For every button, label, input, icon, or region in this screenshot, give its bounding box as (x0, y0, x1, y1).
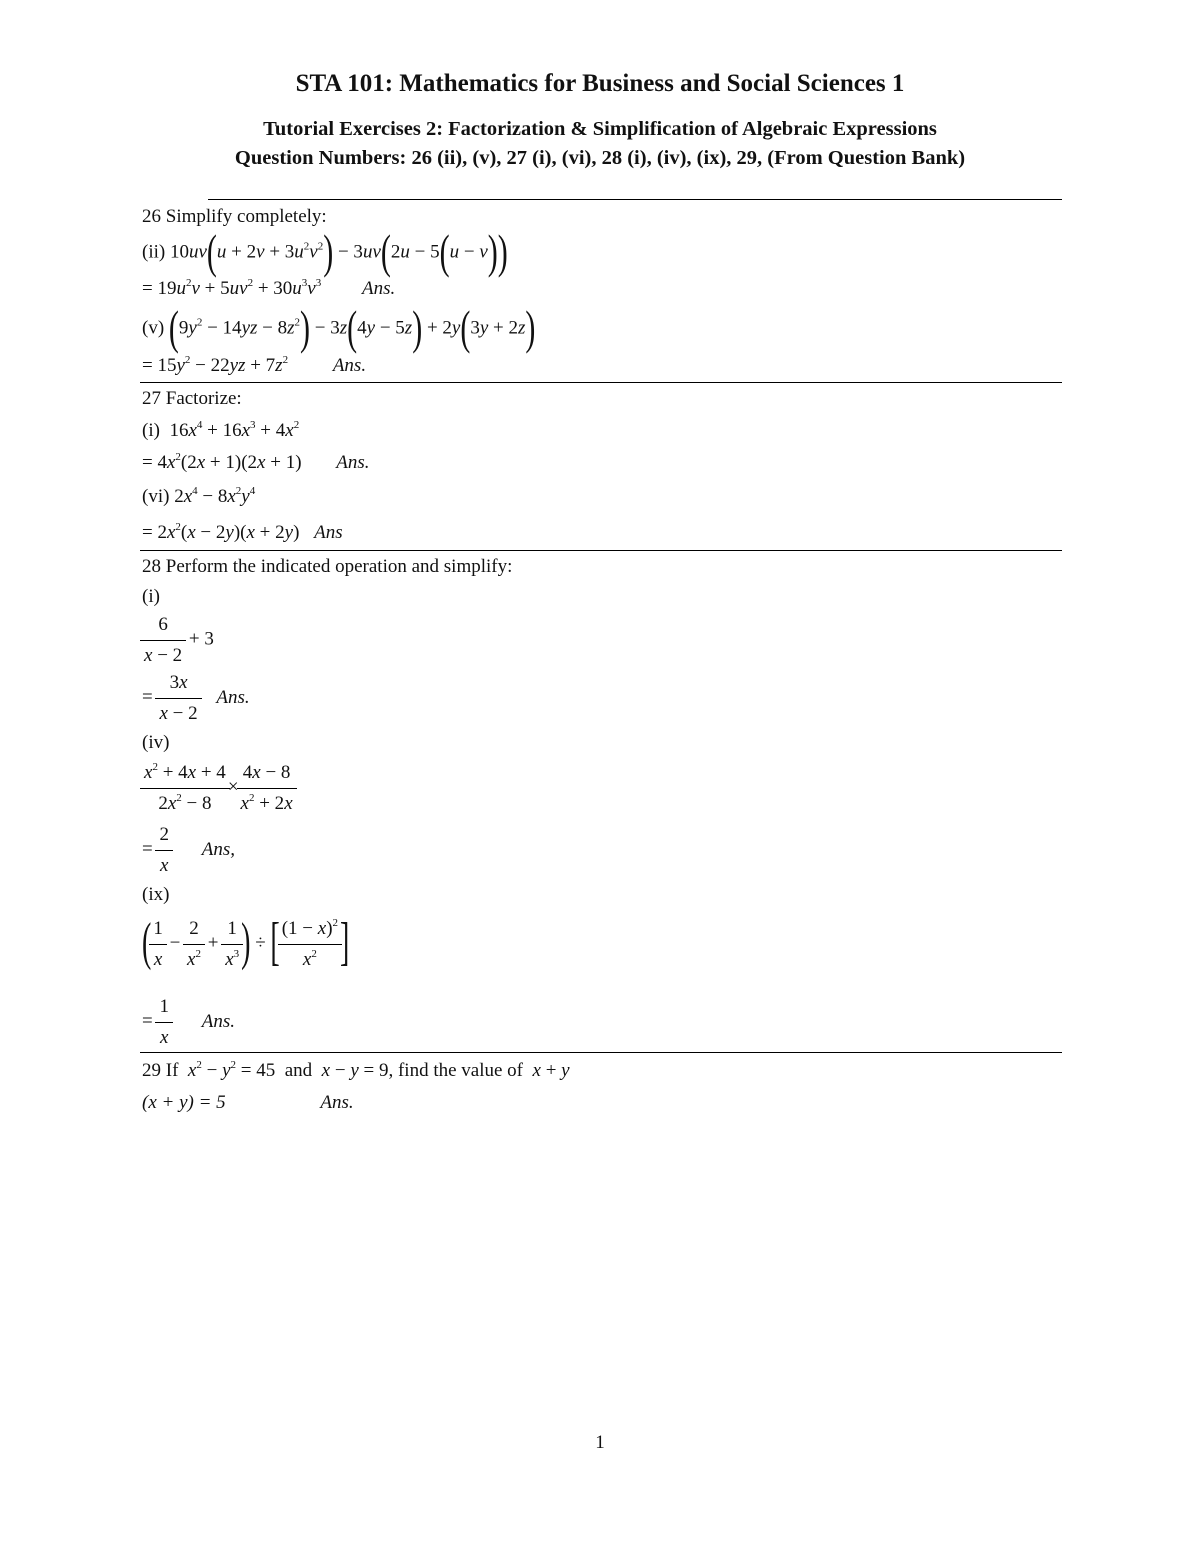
q26-ii-expression: (ii) $10uv(u + 2v + 3u^2v^2) - 3uv(2u - 5(u - v))$ (142, 225, 508, 279)
q26-v-answer: = $15y^2 - 22yz + 7z^2$ Ans. (142, 354, 367, 376)
q27-heading: 27 Factorize: (142, 388, 242, 409)
q26-v-label: (v) (142, 317, 165, 339)
question-numbers: Question Numbers: 26 (ii), (v), 27 (i), (vi), 28 (i), (iv), (ix), 29, (From Question Bank) (234, 147, 966, 169)
ans-label-plain: Ans (314, 522, 343, 543)
q27-vi-answer: = $2x^2(x - 2y)(x + 2y)$ Ans (142, 521, 343, 543)
q28-ix-expression: ( $\frac{1}{x}$ − $\frac{2}{x^2}$ + $\frac{1}{x^3}$ ) ÷ [ $\frac{(1 - x)^2}{x^2}$ ] (142, 913, 350, 973)
q28-ix-answer: = $\frac{1}{x}$ Ans. (142, 994, 235, 1050)
q26-ii-answer: = $19u^2v + 5uv^2 + 30u^3v^3$ Ans. (142, 277, 396, 299)
ans-label: Ans. (201, 1010, 235, 1032)
page-number: 1 (595, 1432, 605, 1453)
ans-label: Ans. (361, 278, 396, 299)
q29-answer-line (142, 1092, 354, 1114)
q26-v-expression: (v) $(9y^2 - 14yz - 8z^2) - 3z(4y - 5z) + 2y(3y + 2z)$ (142, 301, 536, 355)
q26-ii-label: (ii) (142, 241, 166, 263)
q29-and-word: and (284, 1060, 313, 1081)
ans-label: Ans. (336, 452, 370, 473)
q28-heading: 28 Perform the indicated operation and simplify: (142, 556, 513, 577)
q27-vi-label: (vi) (142, 486, 170, 507)
ans-label-comma: Ans, (201, 838, 235, 860)
q28-i-expression: $\frac{6}{x - 2}$ + 3 (142, 612, 214, 668)
ans-label: Ans. (320, 1092, 354, 1113)
ans-label: Ans. (216, 686, 250, 708)
section-rule (140, 1052, 1062, 1053)
q27-vi-expression: (vi) $2x^4 - 8x^2y^4$ (142, 485, 256, 507)
q28-iv-expression: $\frac{x^2 + 4x + 4}{2x^2 - 8}$ × $\frac{4x - 8}{x^2 + 2x}$ (142, 760, 295, 816)
document-subtitle: Tutorial Exercises 2: Factorization & Simplification of Algebraic Expressions (263, 118, 937, 140)
document-title: STA 101: Mathematics for Business and Social Sciences 1 (295, 70, 905, 97)
header-rule (208, 199, 1062, 200)
q28-i-label: (i) (142, 586, 160, 607)
ans-label: Ans. (332, 355, 367, 376)
section-rule (140, 382, 1062, 383)
q28-ix-label: (ix) (142, 884, 170, 905)
q28-iv-answer: = $\frac{2}{x}$ Ans, (142, 822, 235, 878)
q28-iv-label: (iv) (142, 732, 170, 753)
q29-question: 29 If $x^2 - y^2 = 45$ and x − y = 9, find the value of x + y (142, 1059, 570, 1081)
section-rule (140, 550, 1062, 551)
q28-i-answer: = $\frac{3x}{x - 2}$ Ans. (142, 670, 250, 726)
q27-i-answer: = $4x^2(2x + 1)(2x + 1)$ Ans. (142, 451, 370, 473)
q27-i-label: (i) (142, 420, 160, 441)
q29-heading-prefix: 29 If (142, 1060, 179, 1081)
q27-i-expression: (i) $16x^4 + 16x^3 + 4x^2$ (142, 419, 300, 441)
q26-heading: 26 Simplify completely: (142, 206, 327, 227)
q29-find-text: , find the value of (388, 1060, 524, 1081)
q29-answer: (x + y) = 5 (142, 1092, 226, 1113)
